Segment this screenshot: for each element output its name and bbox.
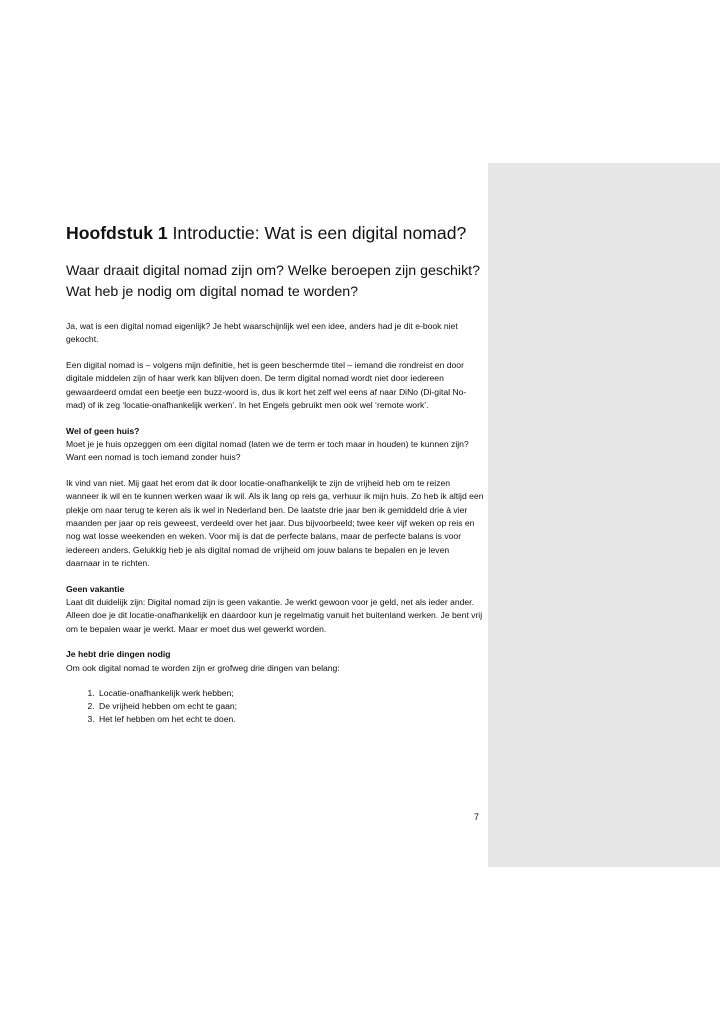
section-dingen-heading: Je hebt drie dingen nodig <box>66 649 171 660</box>
section-vakantie-heading: Geen vakantie <box>66 583 125 594</box>
chapter-label: Hoofdstuk 1 <box>66 223 168 243</box>
chapter-subtitle: Waar draait digital nomad zijn om? Welke beroepen zijn geschikt? Wat heb je nodig om digital nomad te worden? <box>66 262 481 300</box>
section-huis <box>66 425 484 570</box>
section-huis-heading: Wel of geen huis? <box>66 425 140 436</box>
section-dingen-paragraph: Om ook digital nomad te worden zijn er grofweg drie dingen van belang: <box>66 662 340 673</box>
list-item: 3. Het lef hebben om het echt te doen. <box>97 713 484 726</box>
section-huis-paragraph-1: Moet je je huis opzeggen om een digital nomad (laten we de term er toch maar in houden) te kunnen zijn? Want een nomad is toch iemand zonder huis? <box>66 438 469 463</box>
intro-section <box>66 320 484 412</box>
chapter-heading <box>66 222 484 245</box>
intro-paragraph-2: Een digital nomad is – volgens mijn definitie, het is geen beschermde titel – iemand die rondreist en door digitale middelen zijn of haar werk kan blijven doen. De term digital nomad wordt niet door iedereen gewaardeerd omdat een beetje een buzz-woord is, dus ik kort het zelf wel eens af naar DiNo (Di-gital No-mad) of ik zeg ‘locatie-onafhankelijk werken’. In het Engels gebruikt men ook wel ‘remote work’. <box>66 359 467 410</box>
requirements-list <box>66 687 484 727</box>
section-huis-paragraph-2: Ik vind van niet. Mij gaat het erom dat ik door locatie-onafhankelijk te zijn de vrijheid heb om te reizen wanneer ik wil en te kunnen werken waar ik wil. Als ik lang op reis ga, verhuur ik mijn huis. Zo heb ik altijd een plekje om naar terug te keren als ik wel in Nederland ben. De laatste drie jaar ben ik gemiddeld drie à vier maanden per jaar op reis geweest, verdeeld over het jaar. Dus bijvoorbeeld; twee keer vijf weken op reis en nog wat losse weekenden en weken. Voor mij is dat de perfecte balans, maar de perfecte balans is voor iedereen anders. Gelukkig heb je als digital nomad de vrijheid om jouw balans te bepalen en je leven daarnaar in te richten. <box>66 478 484 568</box>
intro-paragraph-1: Ja, wat is een digital nomad eigenlijk? Je hebt waarschijnlijk wel een idee, anders had je dit e-book niet gekocht. <box>66 320 458 345</box>
section-vakantie <box>66 583 484 636</box>
list-item: 1. Locatie-onafhankelijk werk hebben; <box>97 687 484 700</box>
document-page <box>66 222 484 727</box>
section-vakantie-paragraph: Laat dit duidelijk zijn: Digital nomad zijn is geen vakantie. Je werkt gewoon voor je geld, net als ieder ander. Alleen doe je dit locatie-onafhankelijk en daardoor kun je regelmatig vanuit het buitenland werken. Je bent vrij om te bepalen waar je werkt. Maar er moet dus wel gewerkt worden. <box>66 596 483 634</box>
comment-margin-pane <box>488 163 720 867</box>
chapter-title: Introductie: Wat is een digital nomad? <box>172 223 467 243</box>
section-dingen <box>66 648 484 726</box>
list-item: 2. De vrijheid hebben om echt te gaan; <box>97 700 484 713</box>
page-number: 7 <box>474 812 480 822</box>
